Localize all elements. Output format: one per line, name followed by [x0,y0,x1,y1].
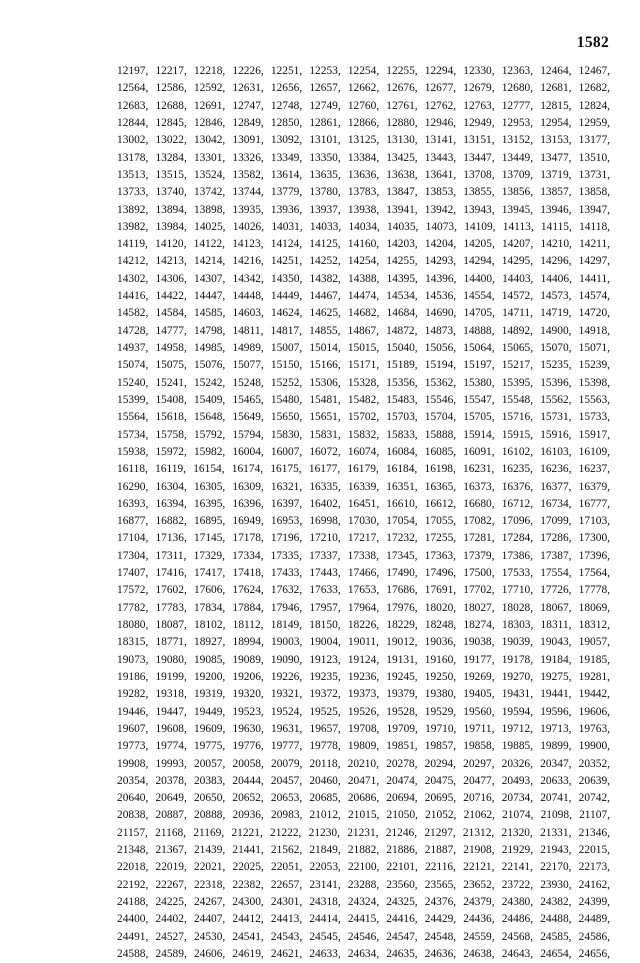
text-line: 14119, 14120, 14122, 14123, 14124, 14125, 14160, 14203, 14204, 14205, 14207, 14210, 14211, [117,238,610,251]
text-line: 20838, 20887, 20888, 20936, 20983, 21012, 21015, 21050, 21052, 21062, 21074, 21098, 21107, [117,809,610,822]
text-line: 18315, 18771, 18927, 18994, 19003, 19004, 19011, 19012, 19036, 19038, 19039, 19043, 19057, [117,636,610,649]
text-line: 22192, 22267, 22318, 22382, 22657, 23141, 23288, 23560, 23565, 23652, 23722, 23930, 24162, [117,878,610,891]
text-line: 15564, 15618, 15648, 15649, 15650, 15651, 15702, 15703, 15704, 15705, 15716, 15731, 15733, [117,411,610,424]
text-line: 15938, 15972, 15982, 16004, 16007, 16072, 16074, 16084, 16085, 16091, 16102, 16103, 16109, [117,445,610,458]
text-line: 12564, 12586, 12592, 12631, 12656, 12657, 12662, 12676, 12677, 12679, 12680, 12681, 12682, [117,82,610,95]
text-line: 17782, 17783, 17834, 17884, 17946, 17957, 17964, 17976, 18020, 18027, 18028, 18067, 18069, [117,601,610,614]
text-line: 13892, 13894, 13898, 13935, 13936, 13937, 13938, 13941, 13942, 13943, 13945, 13946, 13947, [117,203,610,216]
text-line: 14212, 14213, 14214, 14216, 14251, 14252, 14254, 14255, 14293, 14294, 14295, 14296, 14297, [117,255,610,268]
text-line: 14582, 14584, 14585, 14603, 14624, 14625, 14682, 14684, 14690, 14705, 14711, 14719, 14720, [117,307,610,320]
text-line: 21157, 21168, 21169, 21221, 21222, 21230, 21231, 21246, 21297, 21312, 21320, 21331, 21346, [117,826,610,839]
text-line: 19908, 19993, 20057, 20058, 20079, 20118, 20210, 20278, 20294, 20297, 20326, 20347, 20352, [117,757,610,770]
text-line: 22018, 22019, 22021, 22025, 22051, 22053, 22100, 22101, 22116, 22121, 22141, 22170, 22173, [117,861,610,874]
text-line: 13733, 13740, 13742, 13744, 13779, 13780, 13783, 13847, 13853, 13855, 13856, 13857, 13858, [117,186,610,199]
number-list-body [117,63,610,963]
text-line: 17304, 17311, 17329, 17334, 17335, 17337, 17338, 17345, 17363, 17379, 17386, 17387, 17396, [117,549,610,562]
text-line: 19073, 19080, 19085, 19089, 19090, 19123, 19124, 19131, 19160, 19177, 19178, 19184, 19185, [117,653,610,666]
page-number: 1582 [576,34,609,51]
text-line: 19773, 19774, 19775, 19776, 19777, 19778, 19809, 19851, 19857, 19858, 19885, 19899, 19900, [117,740,610,753]
text-line: 15240, 15241, 15242, 15248, 15252, 15306, 15328, 15356, 15362, 15380, 15395, 15396, 15398, [117,376,610,389]
text-line: 13002, 13022, 13042, 13091, 13092, 13101, 13125, 13130, 13141, 13151, 13152, 13153, 13177, [117,134,610,147]
text-line: 12844, 12845, 12846, 12849, 12850, 12861, 12866, 12880, 12946, 12949, 12953, 12954, 12959, [117,116,610,129]
text-line: 12683, 12688, 12691, 12747, 12748, 12749, 12760, 12761, 12762, 12763, 12777, 12815, 12824, [117,99,610,112]
text-line: 14302, 14306, 14307, 14342, 14350, 14382, 14388, 14395, 14396, 14400, 14403, 14406, 14411, [117,272,610,285]
text-line: 20354, 20378, 20383, 20444, 20457, 20460, 20471, 20474, 20475, 20477, 20493, 20633, 20639, [117,774,610,787]
text-line: 18080, 18087, 18102, 18112, 18149, 18150, 18226, 18229, 18248, 18274, 18303, 18311, 18312, [117,619,610,631]
text-line: 19282, 19318, 19319, 19320, 19321, 19372, 19373, 19379, 19380, 19405, 19431, 19441, 19442, [117,688,610,701]
text-line: 15399, 15408, 15409, 15465, 15480, 15481, 15482, 15483, 15546, 15547, 15548, 15562, 15563, [117,393,610,406]
text-line: 16290, 16304, 16305, 16309, 16321, 16335, 16339, 16351, 16365, 16373, 16376, 16377, 16379, [117,480,610,493]
text-line: 16393, 16394, 16395, 16396, 16397, 16402, 16451, 16610, 16612, 16680, 16712, 16734, 16777, [117,497,610,510]
text-line: 17572, 17602, 17606, 17624, 17632, 17633, 17653, 17686, 17691, 17702, 17710, 17726, 17778, [117,584,610,597]
text-line: 20640, 20649, 20650, 20652, 20653, 20685, 20686, 20694, 20695, 20716, 20734, 20741, 20742, [117,792,610,805]
text-line: 15074, 15075, 15076, 15077, 15150, 15166, 15171, 15189, 15194, 15197, 15217, 15235, 15239, [117,359,610,372]
text-line: 19446, 19447, 19449, 19523, 19524, 19525, 19526, 19528, 19529, 19560, 19594, 19596, 19606, [117,705,610,718]
text-line: 24588, 24589, 24606, 24619, 24621, 24633, 24634, 24635, 24636, 24638, 24643, 24654, 24656, [117,947,610,960]
text-line: 17104, 17136, 17145, 17178, 17196, 17210, 17217, 17232, 17255, 17281, 17284, 17286, 17300, [117,532,610,545]
text-line: 13178, 13284, 13301, 13326, 13349, 13350, 13384, 13425, 13443, 13447, 13449, 13477, 13510, [117,151,610,164]
text-line: 19186, 19199, 19200, 19206, 19226, 19235, 19236, 19245, 19250, 19269, 19270, 19275, 19281, [117,670,610,683]
text-line: 13982, 13984, 14025, 14026, 14031, 14033, 14034, 14035, 14073, 14109, 14113, 14115, 14118, [117,220,610,233]
text-line: 14728, 14777, 14798, 14811, 14817, 14855, 14867, 14872, 14873, 14888, 14892, 14900, 14918, [117,324,610,337]
text-line: 17407, 17416, 17417, 17418, 17433, 17443, 17466, 17490, 17496, 17500, 17533, 17554, 17564, [117,567,610,580]
text-line: 13513, 13515, 13524, 13582, 13614, 13635, 13636, 13638, 13641, 13708, 13709, 13719, 13731, [117,168,610,181]
text-line: 19607, 19608, 19609, 19630, 19631, 19657, 19708, 19709, 19710, 19711, 19712, 19713, 19763, [117,722,610,735]
text-line: 15734, 15758, 15792, 15794, 15830, 15831, 15832, 15833, 15888, 15914, 15915, 15916, 15917, [117,428,610,441]
text-line: 21348, 21367, 21439, 21441, 21562, 21849, 21882, 21886, 21887, 21908, 21929, 21943, 22015, [117,844,610,857]
text-line: 16877, 16882, 16895, 16949, 16953, 16998, 17030, 17054, 17055, 17082, 17096, 17099, 17103, [117,515,610,528]
text-line: 24188, 24225, 24267, 24300, 24301, 24318, 24324, 24325, 24376, 24379, 24380, 24382, 24399, [117,896,610,908]
text-line: 12197, 12217, 12218, 12226, 12251, 12253, 12254, 12255, 12294, 12330, 12363, 12464, 12467, [117,65,610,77]
text-line: 24491, 24527, 24530, 24541, 24543, 24545, 24546, 24547, 24548, 24559, 24568, 24585, 24586, [117,930,610,943]
text-line: 24400, 24402, 24407, 24412, 24413, 24414, 24415, 24416, 24429, 24436, 24486, 24488, 24489, [117,913,610,926]
text-line: 14937, 14958, 14985, 14989, 15007, 15014, 15015, 15040, 15056, 15064, 15065, 15070, 15071, [117,342,610,354]
text-line: 14416, 14422, 14447, 14448, 14449, 14467, 14474, 14534, 14536, 14554, 14572, 14573, 14574, [117,290,610,303]
text-line: 16118, 16119, 16154, 16174, 16175, 16177, 16179, 16184, 16198, 16231, 16235, 16236, 16237, [117,463,610,476]
